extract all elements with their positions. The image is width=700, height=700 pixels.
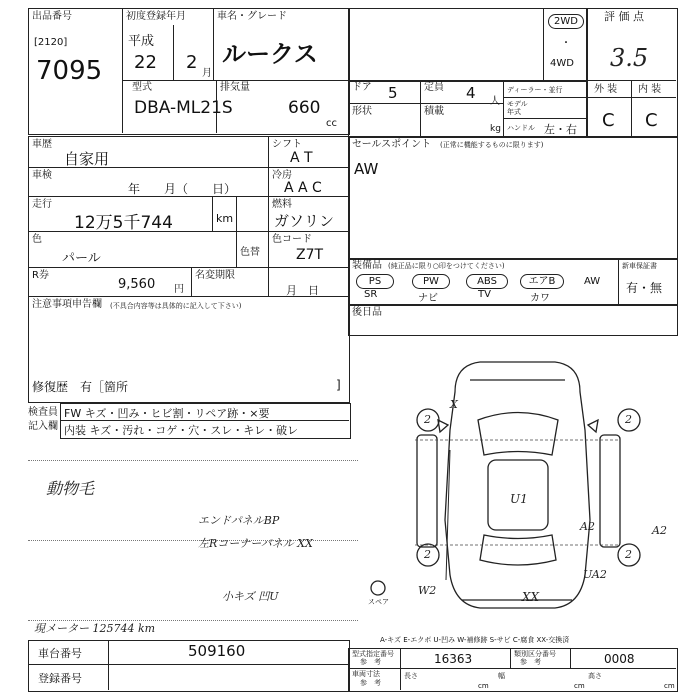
chassis-label: 車台番号	[38, 647, 82, 660]
category-note: 参 考	[520, 658, 541, 666]
shift-label: シフト	[272, 139, 302, 150]
width-label: 幅	[498, 672, 505, 680]
damage-mark: 2	[424, 548, 431, 561]
displacement-label: 排気量	[220, 82, 250, 93]
score: 3.5	[610, 44, 649, 72]
score-label: 評 価 点	[604, 10, 644, 23]
damage-mark: UA2	[583, 568, 607, 581]
notes-sub: (不具合内容等は具体的に記入して下さい)	[110, 302, 242, 310]
equip-leather: カワ	[530, 293, 550, 304]
inspection: 年 月（ 日）	[128, 182, 237, 196]
model: DBA-ML21S	[134, 98, 233, 118]
lot-code: [2120]	[34, 37, 68, 48]
inspection-label: 車検	[32, 170, 52, 181]
name-change-label: 名変期限	[195, 270, 235, 281]
category-label: 類別区分番号	[514, 650, 556, 658]
model-label: 型式	[132, 82, 152, 93]
drive-4wd: 4WD	[550, 58, 574, 69]
inspector-label-1: 検査員	[28, 407, 58, 418]
notes-label: 注意事項申告欄	[32, 299, 102, 310]
km-unit: km	[216, 212, 234, 225]
fuel-label: 燃料	[272, 199, 292, 210]
equip-tv: TV	[478, 289, 491, 300]
chassis-number: 509160	[188, 642, 246, 660]
doors: 5	[388, 84, 398, 102]
damage-mark: X	[450, 398, 458, 411]
color-code: Z7T	[296, 247, 324, 263]
equip-airbag: エアB	[520, 274, 564, 289]
damage-mark: 2	[625, 548, 632, 561]
month-suffix: 月	[202, 68, 212, 79]
capacity: 4	[466, 84, 476, 102]
repair-label: 修復歴	[32, 380, 69, 394]
drive-dot: ・	[561, 38, 571, 49]
inspector-row-2: 内装 キズ・汚れ・コゲ・穴・スレ・キレ・破レ	[64, 424, 299, 437]
capacity-label: 定員	[424, 82, 444, 93]
recycle-label: R券	[32, 270, 49, 281]
width-unit: cm	[574, 682, 585, 690]
height-unit: cm	[664, 682, 675, 690]
first-reg-label: 初度登録年月	[126, 11, 186, 22]
kg-unit: kg	[490, 124, 501, 134]
dealer-label: ディーラー・並行	[507, 86, 563, 94]
interior-label: 内 装	[638, 84, 662, 95]
lot-number: 7095	[36, 56, 103, 86]
damage-mark: U1	[510, 492, 528, 506]
equipment-sub: (純正品に限り○印をつけてください)	[388, 262, 505, 270]
repair: 有［箇所	[80, 380, 129, 394]
height-label: 高さ	[588, 672, 602, 680]
dims-label: 車両寸法	[352, 670, 380, 678]
category: 0008	[604, 652, 635, 666]
selling-sub: (正常に機能するものに限ります)	[440, 141, 544, 149]
history: 自家用	[64, 150, 110, 168]
recycle: 9,560	[118, 277, 156, 292]
equip-sr: SR	[364, 289, 378, 300]
damage-mark: A2	[652, 524, 667, 537]
damage-legend: A-キズ E-エクボ U-凹み W-補修跡 S-サビ C-腐食 XX-交換済	[380, 636, 570, 644]
damage-mark: 2	[424, 413, 431, 426]
load-label: 積載	[424, 106, 444, 117]
shape-label: 形状	[352, 106, 372, 117]
history-label: 車歴	[32, 139, 52, 150]
exterior-label: 外 装	[594, 84, 618, 95]
equip-abs: ABS	[466, 274, 508, 289]
reg-label: 登録番号	[38, 672, 82, 685]
repair-close: ]	[336, 378, 341, 392]
mileage: 12万5千744	[74, 213, 173, 233]
shift: A T	[290, 150, 313, 166]
car-name: ルークス	[222, 40, 318, 68]
note-line-4: 小キズ 凹U	[222, 590, 279, 603]
mileage-label: 走行	[32, 199, 52, 210]
after-label: 後日品	[352, 307, 382, 318]
warranty: 有・無	[626, 281, 663, 295]
equip-pw: PW	[412, 274, 450, 289]
ac: A A C	[284, 180, 322, 196]
note-line-3: 左Rコーナーパネル XX	[198, 537, 313, 550]
capacity-unit: 人	[490, 96, 500, 107]
inspector-row-1: FW キズ・凹み・ヒビ割・リペア跡・×要	[64, 407, 270, 420]
damage-mark: W2	[418, 584, 437, 597]
note-line-2: エンドパネルBP	[198, 514, 280, 527]
name-change: 月 日	[286, 284, 319, 297]
color-label: 色	[32, 234, 42, 245]
reg-year: 22	[134, 52, 157, 73]
interior-grade: C	[645, 110, 658, 131]
length-label: 長さ	[404, 672, 418, 680]
equip-ps: PS	[356, 274, 394, 289]
warranty-label: 新車保証書	[622, 262, 657, 270]
cc-unit: cc	[326, 118, 337, 129]
designation: 16363	[434, 652, 473, 666]
lot-label: 出品番号	[32, 11, 72, 22]
spare-label: スペア	[368, 598, 389, 606]
designation-note: 参 考	[360, 658, 381, 666]
ac-label: 冷房	[272, 170, 292, 181]
drive-2wd: 2WD	[548, 14, 584, 29]
damage-mark: 2	[625, 413, 632, 426]
inspector-label-2: 記入欄	[28, 421, 58, 432]
repaint-label: 色替	[240, 247, 260, 258]
displacement: 660	[288, 98, 321, 118]
equip-navi: ナビ	[418, 293, 438, 304]
selling-label: セールスポイント	[352, 139, 432, 150]
dims-note: 参 考	[360, 679, 381, 687]
designation-label: 型式指定番号	[352, 650, 394, 658]
length-unit: cm	[478, 682, 489, 690]
damage-mark: A2	[580, 520, 595, 533]
selling-text: AW	[354, 160, 379, 178]
color: パール	[62, 251, 101, 266]
era: 平成	[128, 34, 155, 49]
color-code-label: 色コード	[272, 234, 312, 245]
door-label: ドア	[352, 82, 372, 93]
note-line-1: 動物毛	[46, 479, 95, 498]
damage-mark: XX	[522, 590, 540, 604]
equip-aw: AW	[584, 276, 601, 287]
reg-month: 2	[186, 52, 198, 73]
handle-label: ハンドル	[507, 124, 535, 132]
model-year-label: モデル 年式	[507, 100, 528, 116]
fuel: ガソリン	[274, 212, 335, 230]
equipment-label: 装備品	[352, 260, 382, 271]
yen-unit: 円	[174, 284, 184, 295]
exterior-grade: C	[602, 110, 615, 131]
car-name-label: 車名・グレード	[217, 11, 287, 22]
handle: 左・右	[544, 123, 577, 136]
note-line-5: 現メーター 125744 km	[34, 622, 156, 635]
